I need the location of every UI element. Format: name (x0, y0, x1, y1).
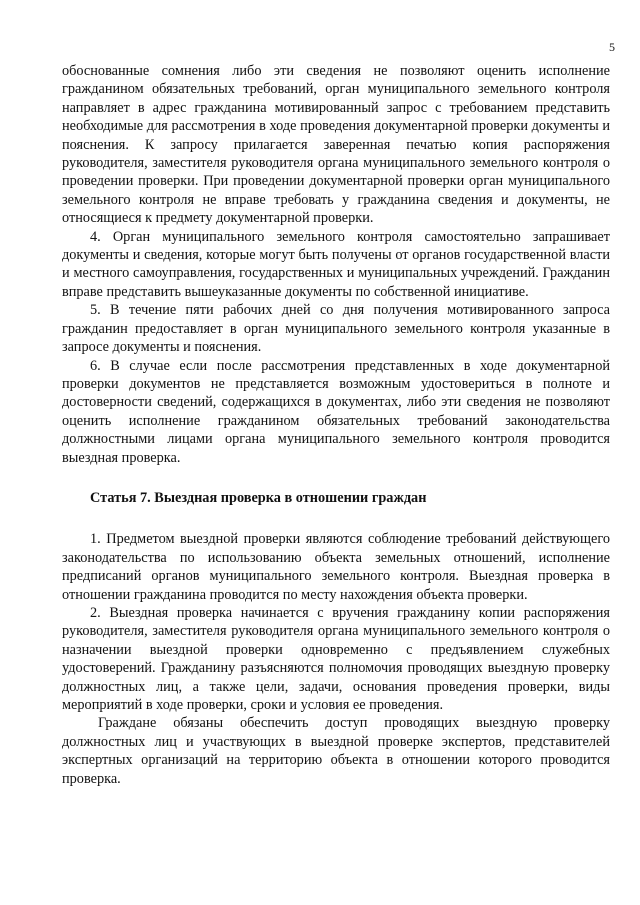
article-heading: Статья 7. Выездная проверка в отношении граждан (90, 489, 427, 506)
document-body (62, 62, 610, 788)
page-number: 5 (609, 40, 615, 54)
paragraph-item-5: 5. В течение пяти рабочих дней со дня получения мотивированного запроса гражданин предоставляет в орган муниципального земельного контроля указанные в запросе документы и пояснения. (62, 302, 610, 356)
paragraph-article7-citizens-duty: Граждане обязаны обеспечить доступ проводящих выездную проверку должностных лиц и участвующих в выездной проверке экспертов, представителей экспертных организаций на территорию объекта в отношении которого проводится проверка. (62, 715, 610, 787)
paragraph-continuation: обоснованные сомнения либо эти сведения не позволяют оценить исполнение гражданином обязательных требований, орган муниципального земельного контроля направляет в адрес гражданина мотивированный запрос с требованием представить необходимые для рассмотрения в ходе проведения документарной проверки документы и пояснения. К запросу прилагается заверенная печатью копия распоряжения руководителя, заместителя руководителя органа муниципального земельного контроля о проведении проверки. При проведении документарной проверки орган муниципального земельного контроля не вправе требовать у гражданина сведения и документы, не относящиеся к предмету документарной проверки. (62, 63, 610, 227)
paragraph-article7-item-2: 2. Выездная проверка начинается с вручения гражданину копии распоряжения руководителя, заместителя руководителя органа муниципального земельного контроля о назначении выездной проверки одновременно с предъявлением служебных удостоверений. Гражданину разъясняются полномочия проводящих выездную проверку должностных лиц, а также цели, задачи, основания проведения проверки, виды мероприятий в ходе проверки, сроки и условия ее проведения. (62, 604, 610, 713)
paragraph-item-4: 4. Орган муниципального земельного контроля самостоятельно запрашивает документы и сведения, которые могут быть получены от органов государственной власти и местного самоуправления, государственных и муниципальных учреждений. Гражданин вправе представить вышеуказанные документы по собственной инициативе. (62, 228, 610, 300)
paragraph-item-6: 6. В случае если после рассмотрения представленных в ходе документарной проверки документов не представляется возможным удостовериться в полноте и достоверности сведений, содержащихся в документах, либо эти сведения не позволяют оценить исполнение гражданином обязательных требований законодательства должностными лицами органа муниципального земельного контроля проводится выездная проверка. (62, 357, 610, 466)
paragraph-article7-item-1: 1. Предметом выездной проверки являются соблюдение требований действующего законодательства по использованию объекта земельных отношений, исполнение предписаний органов муниципального земельного контроля. Выездная проверка в отношении гражданина проводится по месту нахождения объекта проверки. (62, 531, 610, 603)
